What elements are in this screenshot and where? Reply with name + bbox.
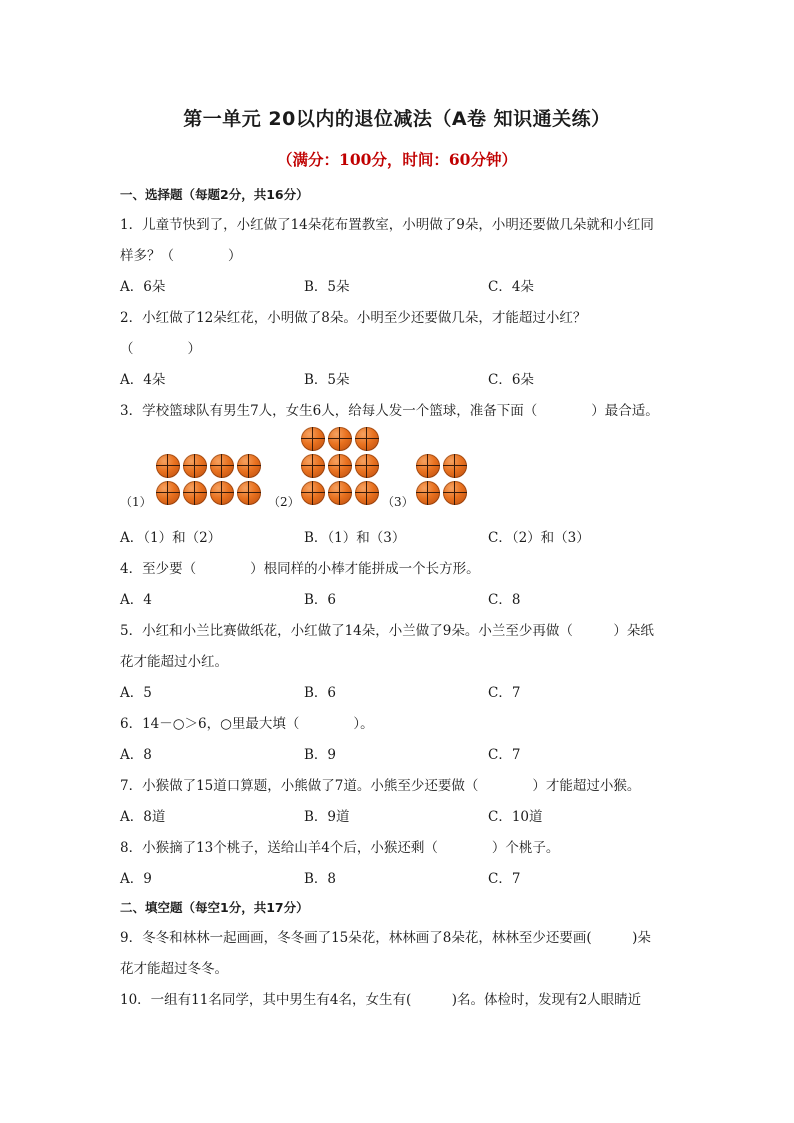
option-c[interactable]: C．4朵 (488, 279, 534, 295)
exam-content (120, 184, 676, 1016)
question-10 (120, 985, 676, 1016)
question-4 (120, 554, 676, 585)
option-c[interactable]: C．7 (488, 871, 521, 887)
question-text: 样多？（ ） (120, 248, 242, 264)
page-subtitle: （满分：100分，时间：60分钟） (277, 150, 517, 169)
basketball-icon (443, 481, 467, 505)
basketball-icon (237, 454, 261, 478)
option-a[interactable]: A．4 (120, 592, 152, 608)
question-text: 花才能超过冬冬。 (120, 961, 228, 977)
options-8 (120, 864, 676, 895)
question-6 (120, 709, 676, 740)
basketball-icon (355, 454, 379, 478)
basketball-icon (328, 481, 352, 505)
options-4 (120, 585, 676, 616)
option-a[interactable]: A．8 (120, 747, 152, 763)
basketball-icon (443, 454, 467, 478)
options-6 (120, 740, 676, 771)
option-b[interactable]: B．5朵 (304, 372, 350, 388)
question-text: 2．小红做了12朵红花，小明做了8朵。小明至少还要做几朵，才能超过小红？ (120, 310, 587, 326)
section-heading-fill: 二、填空题（每空1分，共17分） (120, 900, 309, 915)
options-5 (120, 678, 676, 709)
options-3 (120, 523, 676, 554)
option-a[interactable]: A．4朵 (120, 372, 166, 388)
question-text: 8．小猴摘了13个桃子，送给山羊4个后，小猴还剩（ ）个桃子。 (120, 840, 560, 856)
option-c[interactable]: C．6朵 (488, 372, 534, 388)
basketball-icon (416, 454, 440, 478)
option-b[interactable]: B．6 (304, 685, 337, 701)
basketball-icon (328, 454, 352, 478)
basketball-icon (328, 427, 352, 451)
option-c[interactable]: C．7 (488, 747, 521, 763)
question-3 (120, 396, 676, 427)
page-title: 第一单元 20以内的退位减法（A卷 知识通关练） (183, 108, 611, 130)
option-c[interactable]: C．8 (488, 592, 521, 608)
option-c[interactable]: C．7 (488, 685, 521, 701)
question-8 (120, 833, 676, 864)
question-text: 6．14－○＞6，○里最大填（ ）。 (120, 716, 374, 732)
question-text: 10．一组有11名同学，其中男生有4名，女生有( )名。体检时，发现有2人眼睛近 (120, 992, 642, 1008)
question-2 (120, 303, 676, 365)
option-b[interactable]: B．9 (304, 747, 337, 763)
section-heading-choice: 一、选择题（每题2分，共16分） (120, 187, 309, 202)
basketball-icon (210, 454, 234, 478)
question-5 (120, 616, 676, 678)
group-label-1: （1） (120, 495, 152, 509)
question-text: 3．学校篮球队有男生7人，女生6人，给每人发一个篮球，准备下面（ ）最合适。 (120, 403, 659, 419)
basketball-icon (301, 481, 325, 505)
basketball-icon (183, 481, 207, 505)
option-b[interactable]: B．6 (304, 592, 337, 608)
option-b[interactable]: B．9道 (304, 809, 350, 825)
basketball-icon (156, 481, 180, 505)
question-text: （ ） (120, 341, 201, 357)
question-text: 7．小猴做了15道口算题，小熊做了7道。小熊至少还要做（ ）才能超过小猴。 (120, 778, 641, 794)
option-a[interactable]: A．（1）和（2） (120, 530, 222, 546)
basketball-icon (156, 454, 180, 478)
options-2 (120, 365, 676, 396)
basketball-icon (210, 481, 234, 505)
option-a[interactable]: A．9 (120, 871, 152, 887)
basketball-icon (301, 427, 325, 451)
question-7 (120, 771, 676, 802)
options-1 (120, 272, 676, 303)
question-text: 9．冬冬和林林一起画画，冬冬画了15朵花，林林画了8朵花，林林至少还要画( )朵 (120, 930, 651, 946)
question-text: 4．至少要（ ）根同样的小棒才能拼成一个长方形。 (120, 561, 480, 577)
option-c[interactable]: C．（2）和（3） (488, 530, 590, 546)
group-label-2: （2） (268, 495, 300, 509)
option-b[interactable]: B．（1）和（3） (304, 530, 406, 546)
question-1 (120, 210, 676, 272)
question-text: 5．小红和小兰比赛做纸花，小红做了14朵，小兰做了9朵。小兰至少再做（ ）朵纸 (120, 623, 654, 639)
question-text: 花才能超过小红。 (120, 654, 228, 670)
basketball-icon (355, 427, 379, 451)
basketball-icon (301, 454, 325, 478)
option-a[interactable]: A．6朵 (120, 279, 166, 295)
basketball-icon (237, 481, 261, 505)
basketball-icon (355, 481, 379, 505)
basketball-groups (120, 427, 676, 517)
basketball-icon (416, 481, 440, 505)
option-a[interactable]: A．5 (120, 685, 152, 701)
group-label-3: （3） (382, 495, 414, 509)
basketball-icon (183, 454, 207, 478)
option-c[interactable]: C．10道 (488, 809, 543, 825)
option-a[interactable]: A．8道 (120, 809, 166, 825)
option-b[interactable]: B．5朵 (304, 279, 350, 295)
question-9 (120, 923, 676, 985)
option-b[interactable]: B．8 (304, 871, 337, 887)
question-text: 1．儿童节快到了，小红做了14朵花布置教室，小明做了9朵，小明还要做几朵就和小红同 (120, 217, 654, 233)
options-7 (120, 802, 676, 833)
